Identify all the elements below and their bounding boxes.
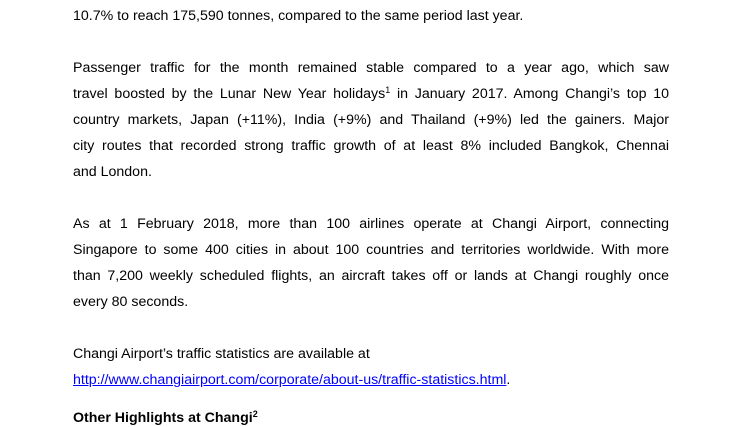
paragraph-passenger-line-3: country markets, Japan (+11%), India (+9%) and Thailand (+9%) led the gainers. Major <box>73 112 669 128</box>
paragraph-passenger-line-5: and London. <box>73 164 152 180</box>
paragraph-network-line-3: than 7,200 weekly scheduled flights, an aircraft takes off or lands at Changi roughly once <box>73 268 669 284</box>
paragraph-passenger-line-1: Passenger traffic for the month remained stable compared to a year ago, which saw <box>73 60 669 76</box>
paragraph-stats-line-1: Changi Airport’s traffic statistics are available at <box>73 346 370 362</box>
paragraph-network-line-4: every 80 seconds. <box>73 294 189 310</box>
paragraph-cargo-line-1: 10.7% to reach 175,590 tonnes, compared to the same period last year. <box>73 8 524 24</box>
footnote-marker-2: 2 <box>252 409 258 419</box>
paragraph-stats-period: . <box>506 372 511 388</box>
section-heading-text: Other Highlights at Changi <box>73 410 253 426</box>
paragraph-passenger-line-2-start: travel boosted by the Lunar New Year holidays <box>73 86 386 102</box>
paragraph-passenger-line-2 <box>73 86 669 103</box>
paragraph-passenger-line-4: city routes that recorded strong traffic growth of at least 8% included Bangkok, Chennai <box>73 138 669 154</box>
footnote-marker-1: 1 <box>385 85 391 95</box>
paragraph-network-line-2: Singapore to some 400 cities in about 100 countries and territories worldwide. With more <box>73 242 669 258</box>
paragraph-stats-line-2 <box>73 372 510 389</box>
paragraph-passenger-line-2-end: in January 2017. Among Changi’s top 10 <box>390 86 670 102</box>
traffic-statistics-link[interactable]: http://www.changiairport.com/corporate/about-us/traffic-statistics.html <box>73 372 507 388</box>
paragraph-network-line-1: As at 1 February 2018, more than 100 airlines operate at Changi Airport, connecting <box>73 216 669 232</box>
